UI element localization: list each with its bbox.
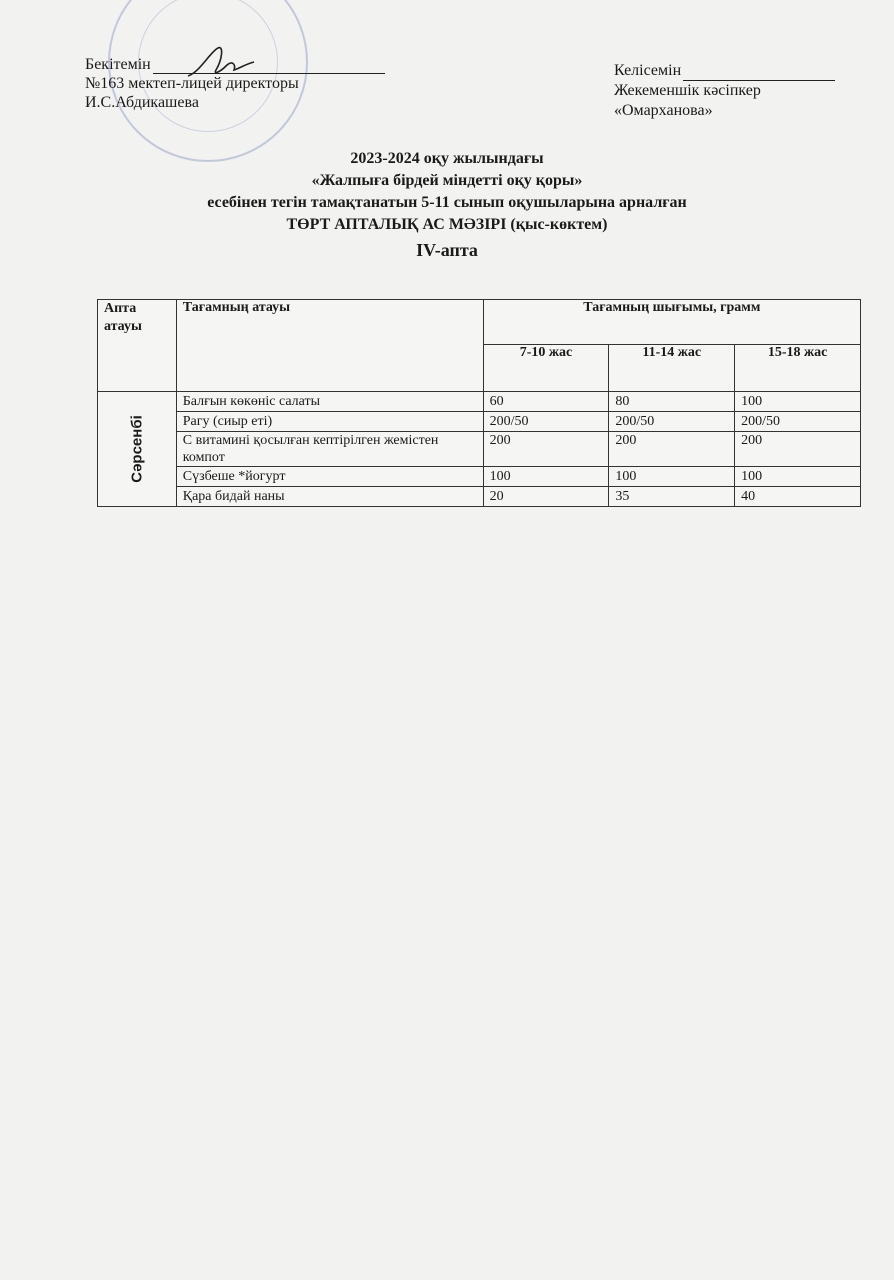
- day-cell: [98, 392, 177, 507]
- menu-table: [97, 299, 861, 507]
- title-line-4: ТӨРТ АПТАЛЫҚ АС МӘЗІРІ (қыс-көктем): [286, 216, 608, 233]
- yield-value: 200/50: [735, 412, 861, 432]
- yield-value: 100: [609, 467, 735, 487]
- approval-label: Бекітемін: [85, 56, 151, 73]
- age-group-header: 11-14 жас: [609, 345, 735, 392]
- yield-value: 100: [735, 392, 861, 412]
- table-row: [98, 412, 861, 432]
- yield-value: 100: [735, 467, 861, 487]
- yield-value: 200: [609, 432, 735, 467]
- table-row: [98, 432, 861, 467]
- yield-value: 35: [609, 487, 735, 507]
- dish-column-header: Тағамның атауы: [176, 300, 483, 392]
- table-row: [98, 467, 861, 487]
- age-group-header: 15-18 жас: [735, 345, 861, 392]
- week-number: IV-апта: [416, 240, 478, 260]
- yield-value: 200/50: [609, 412, 735, 432]
- yield-value: 200: [735, 432, 861, 467]
- document-title: [0, 148, 894, 261]
- approval-position: №163 мектеп-лицей директоры: [85, 75, 299, 92]
- day-name: Сәрсенбі: [128, 415, 146, 483]
- week-column-header: Апта атауы: [98, 300, 177, 392]
- agreement-name: «Омарханова»: [614, 102, 713, 119]
- title-line-3: есебінен тегін тамақтанатын 5-11 сынып оқушыларына арналған: [207, 194, 687, 211]
- title-line-2: «Жалпыға бірдей міндетті оқу қоры»: [311, 172, 583, 189]
- yield-value: 100: [483, 467, 609, 487]
- yield-column-header: Тағамның шығымы, грамм: [483, 300, 860, 345]
- dish-name: Рагу (сиыр еті): [176, 412, 483, 432]
- dish-name: С витамині қосылған кептірілген жемістен компот: [176, 432, 483, 467]
- dish-name: Қара бидай наны: [176, 487, 483, 507]
- agreement-position: Жекеменшік кәсіпкер: [614, 82, 761, 99]
- agreement-signature-line: [683, 65, 835, 81]
- yield-value: 20: [483, 487, 609, 507]
- age-group-header: 7-10 жас: [483, 345, 609, 392]
- agreement-label: Келісемін: [614, 62, 682, 79]
- approval-name: И.С.Абдикашева: [85, 94, 199, 111]
- dish-name: Балғын көкөніс салаты: [176, 392, 483, 412]
- dish-name: Сүзбеше *йогурт: [176, 467, 483, 487]
- yield-value: 80: [609, 392, 735, 412]
- title-line-1: 2023-2024 оқу жылындағы: [350, 150, 544, 167]
- table-row: [98, 392, 861, 412]
- director-signature: [180, 42, 260, 82]
- table-row: [98, 487, 861, 507]
- agreement-block: [614, 61, 835, 121]
- yield-value: 200/50: [483, 412, 609, 432]
- yield-value: 40: [735, 487, 861, 507]
- yield-value: 60: [483, 392, 609, 412]
- yield-value: 200: [483, 432, 609, 467]
